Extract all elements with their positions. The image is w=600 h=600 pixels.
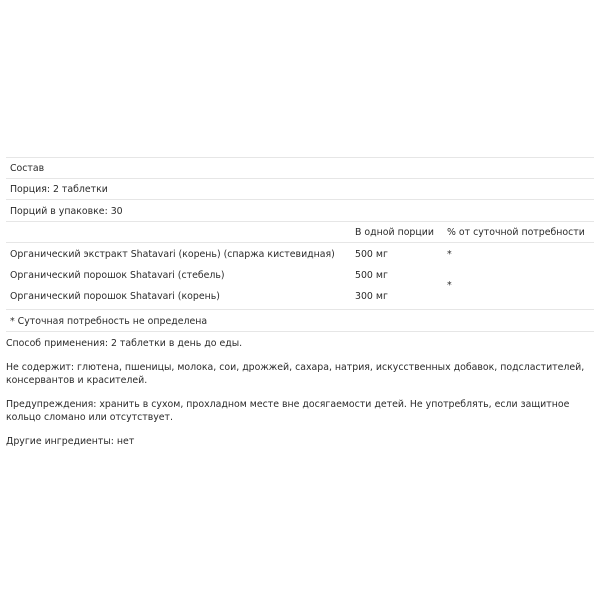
product-notes xyxy=(6,337,594,448)
ingredient-dv: * xyxy=(447,280,452,291)
warnings: Предупреждения: хранить в сухом, прохладном месте вне досягаемости детей. Не употреблять, если защитное кольцо сломано или отсутствует. xyxy=(6,399,570,423)
footnote-row xyxy=(6,309,594,332)
free-of-statement: Не содержит: глютена, пшеницы, молока, сои, дрожжей, сахара, натрия, искусственных добавок, подсластителей, консервантов и красителей. xyxy=(6,362,585,386)
facts-title: Состав xyxy=(10,163,45,174)
ingredients-block xyxy=(6,242,594,309)
other-ingredients: Другие ингредиенты: нет xyxy=(6,436,135,447)
ingredient-amount: 300 мг xyxy=(355,291,388,302)
servings-per-container: Порций в упаковке: 30 xyxy=(10,206,123,217)
footnote: * Суточная потребность не определена xyxy=(10,316,208,327)
ingredient-name: Органический порошок Shatavari (стебель) xyxy=(10,270,225,281)
ingredient-name: Органический экстракт Shatavari (корень) (спаржа кистевидная) xyxy=(10,249,335,260)
ingredient-amount: 500 мг xyxy=(355,249,388,260)
supplement-facts-table xyxy=(6,157,594,332)
ingredient-amount: 500 мг xyxy=(355,270,388,281)
serving-size: Порция: 2 таблетки xyxy=(10,184,108,195)
amount-per-serving-header: В одной порции xyxy=(355,227,434,238)
facts-title-row xyxy=(6,157,594,178)
daily-value-header: % от суточной потребности xyxy=(447,227,585,238)
ingredient-dv: * xyxy=(447,249,452,260)
ingredient-name: Органический порошок Shatavari (корень) xyxy=(10,291,220,302)
usage-instructions: Способ применения: 2 таблетки в день до еды. xyxy=(6,338,243,349)
servings-per-container-row xyxy=(6,199,594,221)
serving-size-row xyxy=(6,178,594,199)
column-header-row xyxy=(6,221,594,242)
